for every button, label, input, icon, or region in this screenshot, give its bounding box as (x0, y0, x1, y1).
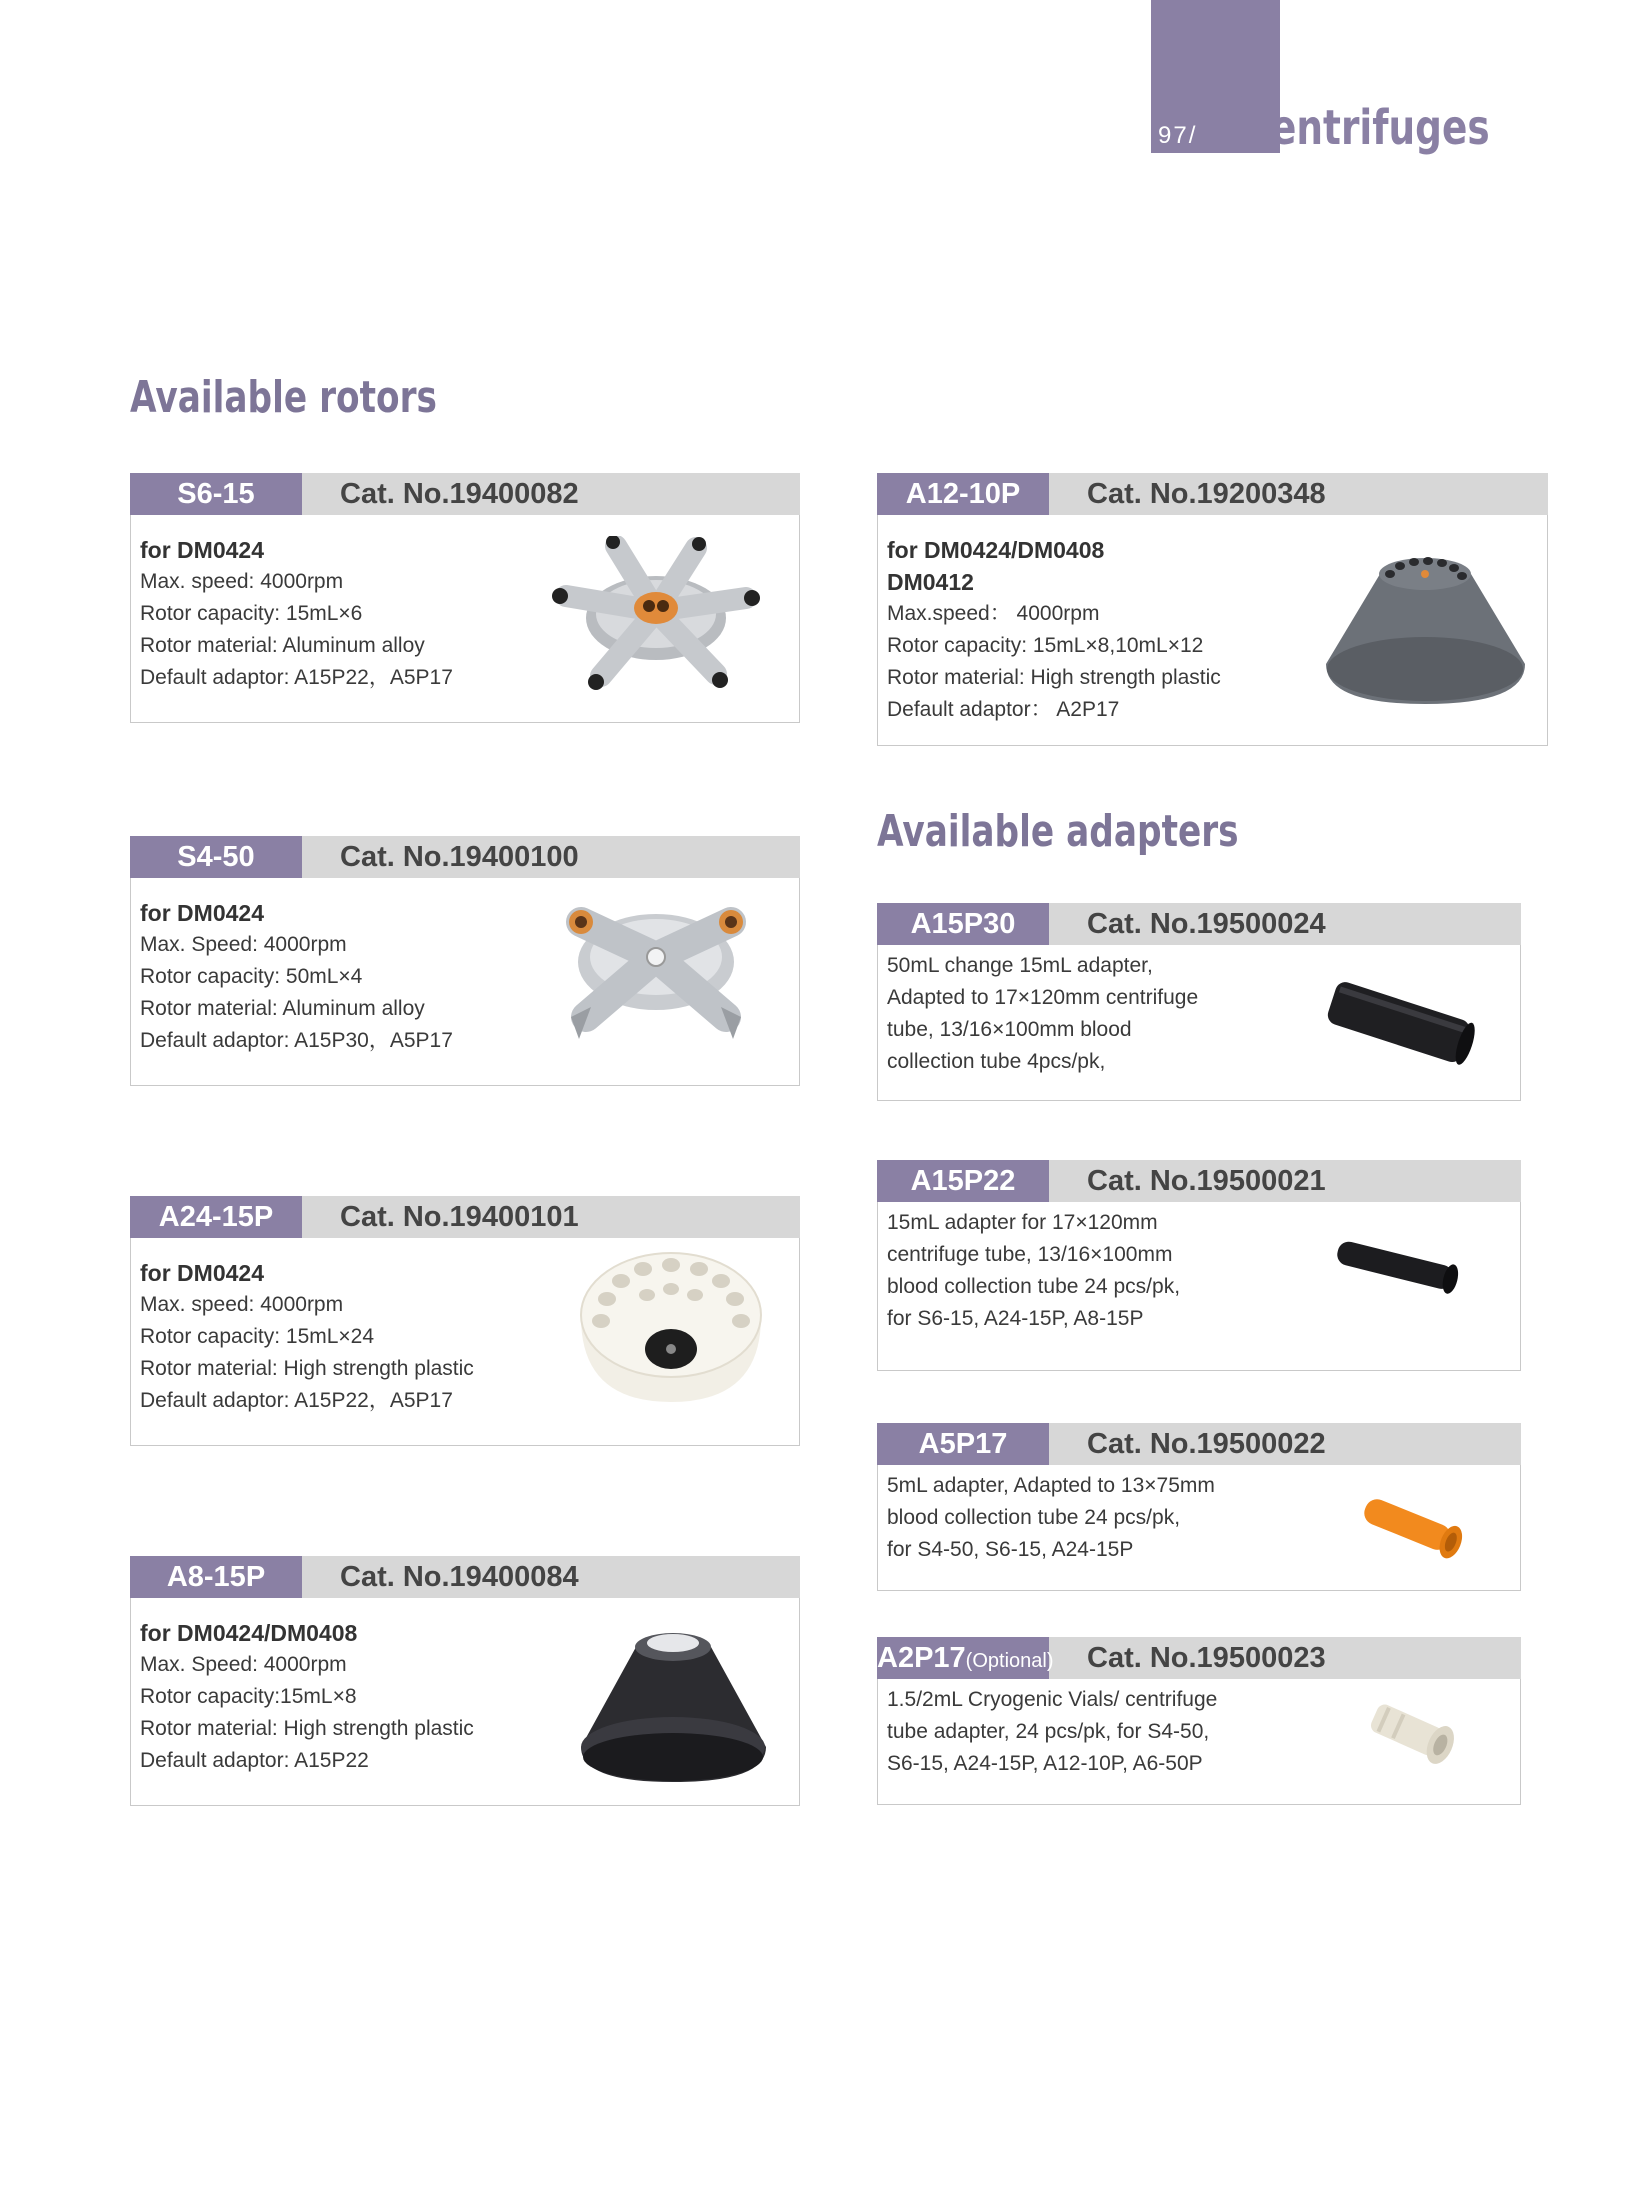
adapters-section-title: Available adapters (877, 806, 1239, 857)
adapter-card-a2p17 (877, 1637, 1521, 1805)
catalog-number: Cat. No.19500021 (1087, 1165, 1326, 1197)
adapter-a15p30-image (1318, 974, 1478, 1074)
model-label (877, 1637, 1054, 1679)
spec-line: Max. Speed: 4000rpm (140, 1653, 347, 1676)
spec-line: Rotor capacity: 50mL×4 (140, 965, 363, 988)
model-label: S4-50 (130, 836, 302, 878)
card-header (130, 1556, 800, 1598)
spec-line: Max. Speed: 4000rpm (140, 933, 347, 956)
angle-rotor-12-image (1318, 544, 1533, 714)
rotor-card-a24-15p (130, 1196, 800, 1446)
catalog-number: Cat. No.19200348 (1087, 478, 1326, 510)
model-label: A24-15P (130, 1196, 302, 1238)
angle-rotor-24-image (571, 1237, 771, 1412)
adapter-card-a15p30 (877, 903, 1521, 1101)
spec-line: Rotor material: Aluminum alloy (140, 997, 425, 1020)
rotor-card-a12-10p (877, 473, 1548, 746)
spec-line: for DM0424 (140, 1260, 264, 1286)
spec-line: Max.speed： 4000rpm (887, 602, 1100, 625)
spec-line: Rotor capacity: 15mL×6 (140, 602, 363, 625)
spec-line: centrifuge tube, 13/16×100mm (887, 1243, 1173, 1266)
adapter-a5p17-image (1353, 1484, 1473, 1574)
card-header (130, 473, 800, 515)
spec-line: Rotor capacity: 15mL×24 (140, 1325, 375, 1348)
spec-line: 50mL change 15mL adapter, (887, 954, 1153, 977)
spec-list (887, 1684, 1260, 1780)
card-header (877, 473, 1548, 515)
adapter-a15p22-image (1328, 1226, 1468, 1306)
spec-line: for S4-50, S6-15, A24-15P (887, 1538, 1134, 1561)
catalog-number: Cat. No.19400100 (340, 841, 579, 873)
page-number: 97/ (1158, 122, 1198, 149)
spec-line: for DM0424/DM0408 (887, 537, 1105, 563)
spec-line: Max. speed: 4000rpm (140, 1293, 344, 1316)
model-label: A8-15P (130, 1556, 302, 1598)
card-header (877, 1160, 1521, 1202)
spec-list (140, 897, 539, 1057)
spec-line: Rotor material: High strength plastic (140, 1717, 474, 1740)
spec-list (140, 1617, 539, 1777)
spec-line: blood collection tube 24 pcs/pk, (887, 1275, 1181, 1298)
spec-line: Default adaptor: A15P22，A5P17 (140, 1389, 453, 1412)
adapter-card-a15p22 (877, 1160, 1521, 1371)
model-label: A5P17 (877, 1423, 1049, 1465)
spec-line: 15mL adapter for 17×120mm (887, 1211, 1158, 1234)
swing-rotor-6-image (546, 536, 766, 696)
rotors-section-title: Available rotors (130, 372, 437, 423)
model-label: A12-10P (877, 473, 1049, 515)
spec-line: Adapted to 17×120mm centrifuge (887, 986, 1199, 1009)
spec-list (887, 1207, 1260, 1335)
spec-line: collection tube 4pcs/pk, (887, 1050, 1106, 1073)
spec-line: tube adapter, 24 pcs/pk, for S4-50, (887, 1720, 1210, 1743)
spec-line: for DM0424/DM0408 (140, 1620, 358, 1646)
spec-line: blood collection tube 24 pcs/pk, (887, 1506, 1181, 1529)
model-code: A2P17 (877, 1642, 966, 1674)
spec-line: Max. speed: 4000rpm (140, 570, 344, 593)
spec-line: for DM0424 (140, 900, 264, 926)
spec-list (140, 1257, 539, 1417)
rotor-card-s4-50 (130, 836, 800, 1086)
catalog-number: Cat. No.19400084 (340, 1561, 579, 1593)
catalog-number: Cat. No.19500022 (1087, 1428, 1326, 1460)
spec-line: for S6-15, A24-15P, A8-15P (887, 1307, 1144, 1330)
model-label: A15P22 (877, 1160, 1049, 1202)
page-title-initial: C (1236, 63, 1279, 172)
adapter-a2p17-image (1358, 1690, 1468, 1780)
angle-rotor-8-image (576, 1607, 771, 1787)
spec-line: Default adaptor: A15P30，A5P17 (140, 1029, 453, 1052)
spec-line: Default adaptor： A2P17 (887, 698, 1120, 721)
optional-note: (Optional) (965, 1650, 1054, 1672)
spec-line: Rotor material: Aluminum alloy (140, 634, 425, 657)
card-header (877, 1423, 1521, 1465)
spec-line: S6-15, A24-15P, A12-10P, A6-50P (887, 1752, 1203, 1775)
rotor-card-a8-15p (130, 1556, 800, 1806)
spec-line: Default adaptor: A15P22，A5P17 (140, 666, 453, 689)
spec-line: for DM0424 (140, 537, 264, 563)
card-header (130, 1196, 800, 1238)
model-label: S6-15 (130, 473, 302, 515)
rotor-card-s6-15 (130, 473, 800, 723)
spec-line: Default adaptor: A15P22 (140, 1749, 369, 1772)
spec-line: DM0412 (887, 569, 974, 595)
card-header (877, 903, 1521, 945)
page-title (1236, 63, 1551, 172)
spec-list (140, 534, 539, 694)
card-header (877, 1637, 1521, 1679)
catalog-number: Cat. No.19500023 (1087, 1642, 1326, 1674)
page-title-rest: entrifuges (1271, 100, 1490, 156)
spec-line: 1.5/2mL Cryogenic Vials/ centrifuge (887, 1688, 1218, 1711)
catalog-number: Cat. No.19400082 (340, 478, 579, 510)
spec-line: 5mL adapter, Adapted to 13×75mm (887, 1474, 1215, 1497)
spec-line: Rotor material: High strength plastic (887, 666, 1221, 689)
spec-line: Rotor material: High strength plastic (140, 1357, 474, 1380)
catalog-number: Cat. No.19400101 (340, 1201, 579, 1233)
adapter-card-a5p17 (877, 1423, 1521, 1591)
spec-list (887, 534, 1287, 726)
spec-line: tube, 13/16×100mm blood (887, 1018, 1132, 1041)
spec-list (887, 950, 1260, 1078)
model-label: A15P30 (877, 903, 1049, 945)
spec-line: Rotor capacity: 15mL×8,10mL×12 (887, 634, 1204, 657)
swing-rotor-4-image (551, 867, 761, 1057)
catalog-number: Cat. No.19500024 (1087, 908, 1326, 940)
spec-line: Rotor capacity:15mL×8 (140, 1685, 357, 1708)
spec-list (887, 1470, 1260, 1566)
